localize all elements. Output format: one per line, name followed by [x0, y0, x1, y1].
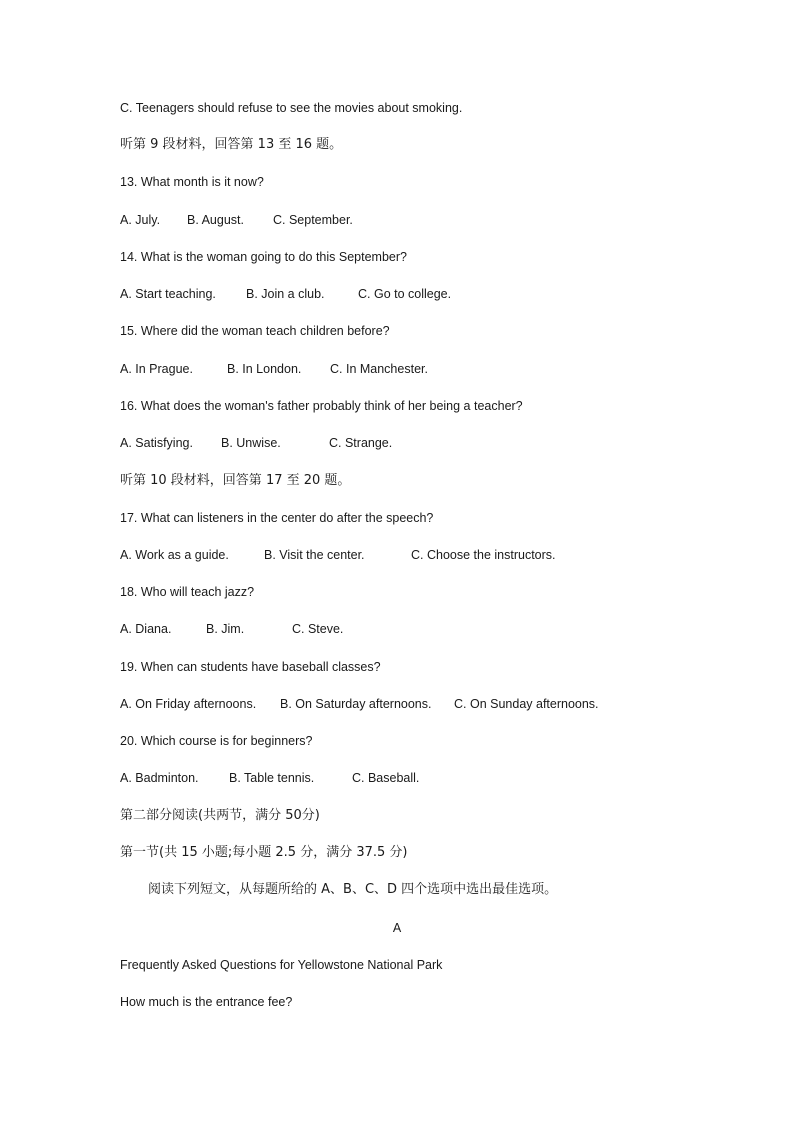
question-20-options	[120, 770, 419, 786]
option-c: C. In Manchester.	[330, 362, 428, 376]
question-13-options	[120, 212, 353, 228]
question-15: 15. Where did the woman teach children before?	[120, 324, 390, 338]
option-a: A. Work as a guide.	[120, 548, 229, 562]
part-2-heading: 第二部分阅读(共两节，满分 50分)	[120, 808, 320, 823]
option-a: A. July.	[120, 213, 161, 227]
option-a: A. Satisfying.	[120, 436, 193, 450]
question-14-options	[120, 286, 451, 302]
option-b: B. Table tennis.	[229, 771, 315, 785]
question-17-options	[120, 547, 556, 563]
option-c: C. On Sunday afternoons.	[454, 697, 599, 711]
option-c: C. Choose the instructors.	[411, 548, 556, 562]
c-teenagers-line: C. Teenagers should refuse to see the movies about smoking.	[120, 101, 463, 115]
option-a: A. In Prague.	[120, 362, 193, 376]
option-c: C. Baseball.	[352, 771, 420, 785]
option-b: B. Unwise.	[221, 436, 281, 450]
question-17: 17. What can listeners in the center do after the speech?	[120, 511, 434, 525]
question-15-options	[120, 361, 428, 377]
option-c: C. September.	[273, 213, 353, 227]
option-b: B. Jim.	[206, 622, 245, 636]
option-b: B. Join a club.	[246, 287, 325, 301]
faq-question-1: How much is the entrance fee?	[120, 995, 293, 1009]
question-14: 14. What is the woman going to do this September?	[120, 250, 407, 264]
section-9-heading: 听第 9 段材料，回答第 13 至 16 题。	[120, 137, 343, 152]
reading-instruction: 阅读下列短文，从每题所给的 A、B、C、D 四个选项中选出最佳选项。	[148, 882, 558, 897]
section-10-heading: 听第 10 段材料，回答第 17 至 20 题。	[120, 473, 351, 488]
option-c: C. Steve.	[292, 622, 344, 636]
question-16-options	[120, 435, 392, 451]
part-2-section-1-heading: 第一节(共 15 小题;每小题 2.5 分，满分 37.5 分)	[120, 845, 408, 860]
option-b: B. On Saturday afternoons.	[280, 697, 432, 711]
question-18: 18. Who will teach jazz?	[120, 585, 255, 599]
option-c: C. Go to college.	[358, 287, 452, 301]
question-19: 19. When can students have baseball classes?	[120, 660, 381, 674]
option-a: A. Badminton.	[120, 771, 199, 785]
passage-label: A	[392, 921, 402, 935]
question-18-options	[120, 621, 343, 637]
option-b: B. In London.	[227, 362, 302, 376]
option-a: A. Start teaching.	[120, 287, 216, 301]
question-13: 13. What month is it now?	[120, 175, 264, 189]
option-b: B. August.	[187, 213, 244, 227]
question-20: 20. Which course is for beginners?	[120, 734, 313, 748]
option-c: C. Strange.	[329, 436, 393, 450]
option-a: A. On Friday afternoons.	[120, 697, 257, 711]
passage-title: Frequently Asked Questions for Yellowstone National Park	[120, 958, 443, 972]
option-a: A. Diana.	[120, 622, 172, 636]
question-19-options	[120, 696, 599, 712]
question-16: 16. What does the woman's father probably think of her being a teacher?	[120, 399, 523, 413]
option-b: B. Visit the center.	[264, 548, 365, 562]
